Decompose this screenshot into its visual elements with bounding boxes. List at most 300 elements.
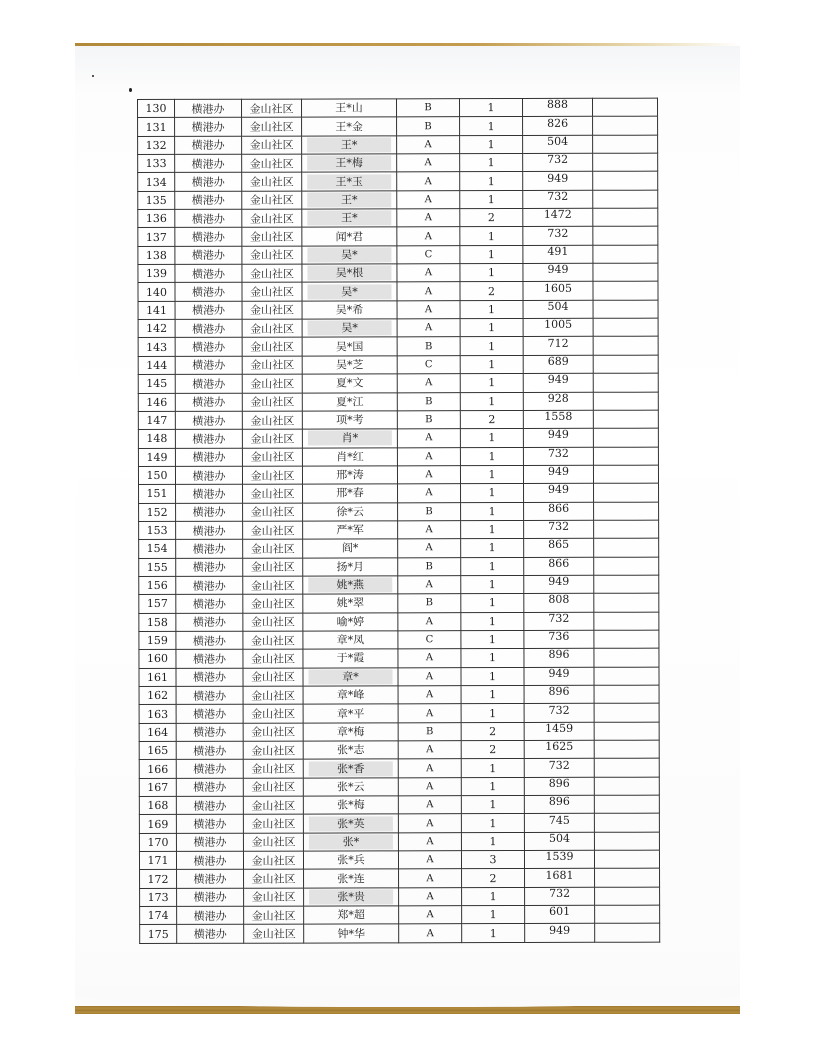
cell-serial-number: 148: [138, 430, 175, 448]
cell-person-count: 1: [460, 172, 523, 191]
cell-note: [594, 685, 659, 704]
table-row: [138, 153, 658, 173]
cell-person-count: 1: [461, 704, 524, 723]
cell-amount: [524, 814, 594, 833]
cell-community: 金山社区: [242, 429, 302, 448]
cell-person-count: 1: [461, 630, 524, 649]
cell-category: A: [397, 209, 460, 228]
cell-person-count: 1: [462, 906, 525, 925]
cell-name: [302, 319, 397, 338]
cell-amount: [524, 667, 594, 686]
cell-community: 金山社区: [242, 374, 302, 393]
cell-amount: [523, 282, 593, 301]
cell-person-count: 1: [461, 612, 524, 631]
cell-subdistrict-office: 横港办: [175, 319, 242, 338]
cell-person-count: 2: [461, 741, 524, 760]
cell-subdistrict-office: 横港办: [175, 228, 242, 247]
cell-serial-number: 174: [140, 907, 177, 925]
name-text: 喻*婷: [336, 615, 365, 629]
cell-category: A: [397, 227, 460, 246]
cell-category: B: [398, 502, 461, 521]
cell-category: A: [397, 282, 460, 301]
cell-note: [594, 630, 659, 649]
cell-note: [593, 428, 658, 447]
cell-name: [302, 172, 397, 191]
amount-text: 745: [548, 813, 570, 827]
name-text: 姚*燕: [308, 577, 393, 592]
cell-community: 金山社区: [243, 539, 303, 558]
amount-text: 896: [548, 685, 570, 699]
cell-community: 金山社区: [244, 925, 304, 944]
cell-category: A: [398, 814, 461, 833]
cell-subdistrict-office: 横港办: [176, 484, 243, 503]
amount-text: 732: [547, 153, 569, 167]
cell-person-count: 1: [460, 337, 523, 356]
cell-subdistrict-office: 横港办: [175, 411, 242, 430]
cell-amount: [523, 318, 593, 337]
cell-note: [594, 759, 659, 778]
cell-note: [594, 703, 659, 722]
cell-note: [593, 465, 658, 484]
cell-subdistrict-office: 横港办: [176, 650, 243, 669]
cell-community: 金山社区: [242, 227, 302, 246]
amount-text: 949: [547, 428, 569, 442]
table-row: [139, 648, 659, 668]
amount-text: 826: [547, 116, 569, 130]
amount-text: 736: [548, 630, 570, 644]
cell-subdistrict-office: 横港办: [175, 374, 242, 393]
cell-amount: [524, 649, 594, 668]
cell-subdistrict-office: 横港办: [175, 191, 242, 210]
name-text: 章*凤: [336, 633, 365, 647]
cell-subdistrict-office: 横港办: [177, 925, 244, 944]
amount-text: 808: [548, 593, 570, 607]
cell-amount: [523, 208, 593, 227]
amount-text: 949: [548, 666, 570, 680]
cell-person-count: 1: [462, 924, 525, 943]
cell-note: [593, 245, 658, 264]
cell-category: A: [398, 759, 461, 778]
table-row: [138, 208, 658, 228]
cell-serial-number: 131: [138, 118, 175, 136]
name-text: 张*连: [337, 872, 365, 886]
cell-category: C: [397, 245, 460, 264]
cell-amount: [524, 612, 594, 631]
cell-category: A: [397, 264, 460, 283]
cell-person-count: 1: [460, 154, 523, 173]
table-row: [139, 502, 659, 522]
cell-category: A: [398, 704, 461, 723]
table-row: [139, 832, 659, 852]
cell-name: [303, 704, 398, 723]
cell-serial-number: 168: [139, 796, 176, 814]
cell-amount: [524, 575, 594, 594]
cell-note: [594, 538, 659, 557]
cell-amount: [523, 172, 593, 191]
amount-text: 1681: [545, 868, 574, 882]
table-row: [139, 777, 659, 797]
roster-table-body: [138, 98, 660, 943]
cell-amount: [523, 447, 593, 466]
cell-person-count: 1: [462, 887, 525, 906]
cell-community: 金山社区: [243, 723, 303, 742]
cell-serial-number: 156: [139, 576, 176, 594]
scan-speck: [92, 75, 94, 77]
cell-category: A: [398, 832, 461, 851]
amount-text: 732: [547, 226, 569, 240]
cell-person-count: 1: [461, 594, 524, 613]
cell-person-count: 1: [461, 832, 524, 851]
cell-person-count: 1: [461, 502, 524, 521]
cell-serial-number: 170: [139, 833, 176, 851]
table-row: [139, 759, 659, 779]
cell-note: [594, 722, 659, 741]
amount-text: 949: [547, 373, 569, 387]
table-row: [138, 447, 658, 467]
cell-name: [303, 557, 398, 576]
table-row: [138, 410, 658, 430]
table-row: [138, 355, 658, 375]
cell-note: [594, 850, 659, 869]
name-text: 吴*芝: [335, 358, 364, 372]
cell-subdistrict-office: 横港办: [176, 723, 243, 742]
cell-subdistrict-office: 横港办: [176, 741, 243, 760]
amount-text: 504: [548, 831, 570, 845]
cell-community: 金山社区: [242, 99, 302, 118]
name-text: 王*: [307, 192, 392, 207]
cell-community: 金山社区: [242, 154, 302, 173]
cell-subdistrict-office: 横港办: [175, 264, 242, 283]
amount-text: 732: [548, 703, 570, 717]
name-text: 闻*君: [335, 229, 364, 244]
cell-serial-number: 167: [139, 778, 176, 796]
table-row: [138, 373, 658, 393]
cell-community: 金山社区: [242, 264, 302, 283]
cell-serial-number: 130: [138, 99, 175, 117]
cell-category: B: [398, 557, 461, 576]
cell-person-count: 1: [460, 374, 523, 393]
table-row: [138, 465, 658, 485]
name-text: 张*香: [308, 761, 393, 776]
cell-amount: [523, 337, 593, 356]
cell-community: 金山社区: [244, 870, 304, 889]
cell-amount: [525, 887, 595, 906]
scan-speck: [129, 88, 132, 92]
cell-name: [303, 521, 398, 540]
cell-person-count: 1: [461, 759, 524, 778]
cell-serial-number: 165: [139, 741, 176, 759]
cell-person-count: 1: [460, 300, 523, 319]
cell-category: B: [397, 392, 460, 411]
amount-text: 504: [547, 134, 569, 148]
cell-category: A: [397, 447, 460, 466]
cell-serial-number: 144: [138, 356, 175, 374]
cell-community: 金山社区: [242, 356, 302, 375]
cell-amount: [523, 410, 593, 429]
cell-name: [303, 814, 398, 833]
cell-person-count: 1: [461, 685, 524, 704]
cell-amount: [523, 117, 593, 136]
cell-note: [594, 740, 659, 759]
cell-subdistrict-office: 横港办: [175, 466, 242, 485]
cell-serial-number: 141: [138, 301, 175, 319]
cell-amount: [524, 630, 594, 649]
cell-name: [302, 447, 397, 466]
name-text: 夏*文: [335, 376, 364, 390]
name-text: 张*兵: [337, 853, 365, 867]
table-row: [140, 905, 660, 925]
cell-name: [302, 392, 397, 411]
cell-community: 金山社区: [243, 668, 303, 687]
cell-note: [593, 116, 658, 135]
cell-amount: [523, 392, 593, 411]
cell-subdistrict-office: 横港办: [176, 686, 243, 705]
cell-community: 金山社区: [242, 283, 302, 302]
cell-community: 金山社区: [242, 136, 302, 155]
amount-text: 866: [548, 556, 570, 570]
cell-name: [303, 484, 398, 503]
amount-text: 1005: [544, 318, 573, 332]
cell-name: [303, 686, 398, 705]
name-text: 张*英: [309, 816, 394, 831]
cell-name: [303, 833, 398, 852]
cell-serial-number: 152: [139, 503, 176, 521]
cell-subdistrict-office: 横港办: [175, 283, 242, 302]
amount-text: 1625: [545, 740, 574, 754]
table-row: [139, 593, 659, 613]
cell-community: 金山社区: [243, 613, 303, 632]
cell-note: [594, 502, 659, 521]
cell-amount: [523, 245, 593, 264]
cell-category: A: [397, 466, 460, 485]
cell-person-count: 1: [460, 245, 523, 264]
cell-community: 金山社区: [243, 833, 303, 852]
cell-community: 金山社区: [242, 191, 302, 210]
cell-subdistrict-office: 横港办: [175, 154, 242, 173]
cell-subdistrict-office: 横港办: [175, 448, 242, 467]
table-row: [140, 887, 660, 907]
amount-text: 888: [546, 98, 569, 112]
cell-serial-number: 142: [138, 320, 175, 338]
name-text: 张*: [309, 834, 394, 849]
cell-name: [302, 337, 397, 356]
cell-subdistrict-office: 横港办: [175, 246, 242, 265]
cell-subdistrict-office: 横港办: [176, 503, 243, 522]
cell-serial-number: 151: [139, 485, 176, 503]
cell-note: [594, 612, 659, 631]
cell-amount: [523, 190, 593, 209]
table-row: [139, 685, 659, 705]
cell-person-count: 2: [460, 410, 523, 429]
cell-category: A: [397, 429, 460, 448]
cell-person-count: 1: [461, 667, 524, 686]
cell-name: [302, 191, 397, 210]
cell-person-count: 3: [461, 851, 524, 870]
name-text: 张*梅: [337, 798, 365, 812]
cell-person-count: 2: [462, 869, 525, 888]
cell-amount: [524, 520, 594, 539]
cell-subdistrict-office: 横港办: [176, 796, 243, 815]
cell-note: [593, 355, 658, 374]
cell-serial-number: 173: [140, 888, 177, 906]
cell-subdistrict-office: 横港办: [177, 906, 244, 925]
cell-subdistrict-office: 横港办: [175, 393, 242, 412]
cell-note: [594, 667, 659, 686]
roster-table: [137, 98, 660, 944]
name-text: 徐*云: [336, 505, 364, 519]
cell-person-count: 1: [461, 484, 524, 503]
cell-name: [302, 466, 397, 485]
cell-community: 金山社区: [242, 466, 302, 485]
cell-category: A: [397, 300, 460, 319]
cell-serial-number: 171: [139, 851, 176, 869]
cell-subdistrict-office: 横港办: [176, 576, 243, 595]
cell-category: A: [397, 135, 460, 154]
cell-name: [302, 264, 397, 283]
cell-subdistrict-office: 横港办: [176, 595, 243, 614]
cell-serial-number: 162: [139, 686, 176, 704]
cell-name: [303, 851, 398, 870]
cell-serial-number: 143: [138, 338, 175, 356]
cell-category: A: [398, 667, 461, 686]
name-text: 王*: [307, 211, 392, 226]
cell-name: [303, 796, 398, 815]
cell-amount: [525, 924, 595, 943]
name-text: 章*梅: [336, 725, 365, 739]
cell-note: [593, 337, 658, 356]
cell-amount: [523, 300, 593, 319]
cell-community: 金山社区: [243, 484, 303, 503]
cell-category: A: [397, 154, 460, 173]
cell-category: B: [397, 99, 460, 118]
cell-category: A: [397, 172, 460, 191]
cell-subdistrict-office: 横港办: [175, 209, 242, 228]
cell-community: 金山社区: [243, 576, 303, 595]
cell-serial-number: 153: [139, 521, 176, 539]
name-text: 扬*月: [336, 560, 364, 574]
cell-note: [593, 227, 658, 246]
cell-amount: [524, 795, 594, 814]
cell-serial-number: 169: [139, 815, 176, 833]
cell-serial-number: 154: [139, 540, 176, 558]
cell-amount: [525, 905, 595, 924]
cell-serial-number: 164: [139, 723, 176, 741]
cell-subdistrict-office: 横港办: [175, 338, 242, 357]
cell-note: [595, 905, 660, 924]
cell-serial-number: 150: [138, 466, 175, 484]
table-row: [138, 282, 658, 302]
cell-person-count: 2: [460, 282, 523, 301]
cell-name: [304, 888, 399, 907]
amount-text: 732: [547, 189, 569, 203]
cell-subdistrict-office: 横港办: [176, 539, 243, 558]
cell-serial-number: 149: [138, 448, 175, 466]
cell-amount: [523, 227, 593, 246]
cell-community: 金山社区: [243, 778, 303, 797]
amount-text: 949: [547, 171, 569, 185]
cell-note: [595, 869, 660, 888]
cell-serial-number: 157: [139, 595, 176, 613]
cell-note: [594, 795, 659, 814]
cell-serial-number: 133: [138, 154, 175, 172]
amount-text: 896: [548, 648, 570, 662]
cell-subdistrict-office: 横港办: [175, 429, 242, 448]
cell-amount: [524, 484, 594, 503]
cell-subdistrict-office: 横港办: [176, 833, 243, 852]
table-row: [139, 575, 659, 595]
cell-subdistrict-office: 横港办: [176, 558, 243, 577]
name-text: 严*军: [336, 523, 364, 537]
name-text: 项*考: [336, 413, 364, 427]
cell-subdistrict-office: 横港办: [175, 136, 242, 155]
amount-text: 1472: [543, 208, 572, 222]
table-row: [140, 869, 660, 889]
cell-serial-number: 160: [139, 650, 176, 668]
cell-note: [593, 263, 658, 282]
cell-subdistrict-office: 横港办: [176, 668, 243, 687]
cell-serial-number: 136: [138, 209, 175, 227]
cell-serial-number: 145: [138, 375, 175, 393]
cell-subdistrict-office: 横港办: [176, 705, 243, 724]
cell-community: 金山社区: [243, 631, 303, 650]
table-row: [139, 520, 659, 540]
cell-note: [593, 208, 658, 227]
cell-name: [302, 136, 397, 155]
table-row: [138, 172, 658, 192]
name-text: 肖*: [308, 431, 393, 446]
cell-category: B: [397, 410, 460, 429]
name-text: 姚*翠: [336, 596, 365, 610]
cell-subdistrict-office: 横港办: [176, 778, 243, 797]
cell-serial-number: 172: [140, 870, 177, 888]
cell-category: A: [397, 374, 460, 393]
cell-amount: [524, 704, 594, 723]
cell-category: A: [398, 612, 461, 631]
cell-serial-number: 166: [139, 760, 176, 778]
table-row: [138, 135, 658, 155]
cell-person-count: 1: [460, 264, 523, 283]
cell-note: [593, 153, 658, 172]
cell-serial-number: 140: [138, 283, 175, 301]
name-text: 郑*超: [337, 908, 365, 922]
cell-serial-number: 163: [139, 705, 176, 723]
table-row: [139, 850, 659, 870]
cell-name: [304, 869, 399, 888]
cell-community: 金山社区: [242, 117, 302, 136]
table-row: [140, 924, 660, 944]
cell-category: B: [397, 117, 460, 136]
cell-category: A: [398, 484, 461, 503]
cell-community: 金山社区: [243, 796, 303, 815]
cell-community: 金山社区: [243, 851, 303, 870]
cell-community: 金山社区: [242, 393, 302, 412]
cell-amount: [524, 850, 594, 869]
cell-note: [594, 648, 659, 667]
cell-serial-number: 135: [138, 191, 175, 209]
name-text: 张*云: [337, 780, 365, 794]
cell-name: [303, 612, 398, 631]
cell-name: [302, 227, 397, 246]
cell-subdistrict-office: 横港办: [176, 851, 243, 870]
amount-text: 601: [549, 905, 571, 919]
cell-name: [303, 594, 398, 613]
cell-category: A: [399, 924, 462, 943]
cell-name: [303, 631, 398, 650]
cell-category: B: [398, 594, 461, 613]
table-row: [138, 190, 658, 210]
name-text: 章*: [308, 669, 393, 684]
cell-subdistrict-office: 横港办: [177, 870, 244, 889]
